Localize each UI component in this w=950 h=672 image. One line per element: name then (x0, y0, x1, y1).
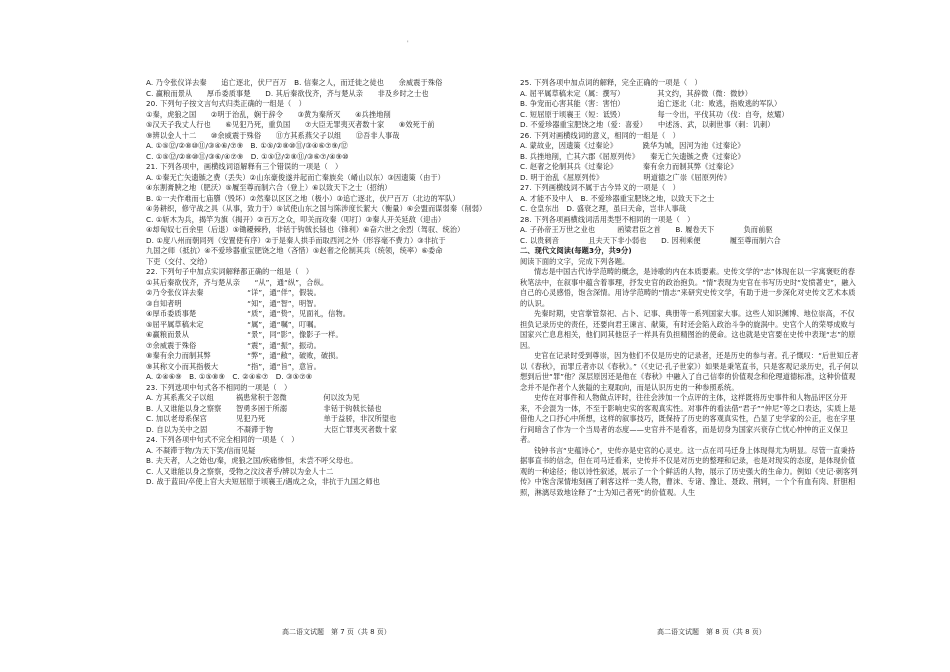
left-line: B. 夫天者，人之始也/秦，虎狼之国/疾痛惨怛，未尝不呼父母也。 (146, 456, 358, 465)
right-line: 钱钟书言“史蕴诗心”，史传亦是史官的心灵史。这一点在司马迁身上体现得尤为明显。尽管一直秉持据事直书的信念，但在司马迁看来，史传并不仅是对历史的整理和记录，也是对现实的态度，是体现价值观的一种途径；他以诗性叙述，展示了一个个鲜活的人物，展示了历史强大的生命力。例如《史记·刺客列传》中饱含深情地刻画了刺客这样一类人物，曹沫、专诸、豫让、聂政、荆轲，一个个有血有肉、肝胆相照，淋漓尽致地诠释了“士为知己者死”的价值观。人生 (520, 445, 858, 497)
left-line: C. 赢粮而景从 厚币委质事楚 D. 其后秦欲伐齐，齐与楚从亲 非及乡时之士也 (146, 88, 429, 98)
left-line: 九国之师（抵抗）④不爱珍器重宝肥饶之地（吝惜）⑤赵奢之伦制其兵（统领，统率）⑥委命 (146, 246, 443, 255)
left-line: ⑤屈平属草稿未定 “属”，通“嘱”，叮嘱。 (146, 319, 321, 329)
right-line: 阅读下面的文字，完成下列各题。 (520, 256, 630, 266)
left-line: A. 乃令张仪详去秦 追亡逐北，伏尸百万 B. 信秦之人，而迁徙之徒也 余威震于殊俗 (146, 78, 443, 87)
right-line: 史传在对事件和人物做点评时，往往会涉加一个点评的主体，这样既将历史事件和人物品评区分开来，不会混为一体，不至于影响史实的客观真实性。对事件的看法借“君子”“仲尼”等之口表达，实质上是借他人之口抒心中所想，这样的叙事技巧，既保持了历史的客观真实性，凸显了史学家的公正，也在字里行间暗含了作为一个当局者的态度——史官并不是看客，而是切身为国家兴衰存亡忧心忡忡的正义保卫者。 (520, 393, 856, 444)
right-line: C. 仓皇东出 D. 盛衰之理，虽曰天命，岂非人事哉 (520, 204, 687, 213)
right-line: 先秦时期，史官掌管祭祀、占卜、记事、典册等一系列国家大事。这些人知识渊博、地位崇高，不仅担负记录历史的责任，还要向君王谏言、献策，有时还会陷入政治斗争的旋涡中。史官个人的荣辱成败与国家兴亡息息相关，他们同其他臣子一样具有负担精图治的使命。这也就是史官要在史传中表现“志”的原因。 (520, 309, 856, 350)
right-line: 26. 下列对画横线词的意义，相同的一组是（ ） (520, 130, 680, 140)
right-line: B. 兵挫地削，亡其六郡《屈原列传》 秦无亡矢遗镞之费《过秦论》 (520, 151, 745, 161)
left-line: A. ①⑤⑫/②⑧⑩⑪/③④⑥/⑦⑨ B. ①⑤/②⑧⑩⑪/③④⑥⑦⑨/⑫ (146, 141, 348, 150)
left-line: ④却匈奴七百余里（后退）⑤锄耰棘矜，非铦于钩戟长铩也（锋利）⑥奋六世之余烈（驾驭、统治） (146, 225, 465, 234)
right-line: B. 争宠而心害其能（害：害怕） 追亡逐北（北：败逃，指败逃的军队） (520, 99, 782, 108)
top-mark: ' (407, 40, 409, 47)
right-line: A. 蒙故业，因遗策《过秦论》 跣华为城，因河为池《过秦论》 (520, 141, 745, 150)
right-line: C. 以贵刺音 且夫天下非小弱也 D. 因利乘便 履至尊而制六合 (520, 235, 781, 245)
right-line: 27. 下列画横线词不属于古今异义的一项是（ ） (520, 183, 680, 192)
left-line: ⑨辨以金人十二 ⑩余威震于殊俗 ⑪方其系燕父子以组 ⑫吾非人事哉 (146, 130, 400, 140)
left-line: ④厚币委质事楚 “质”，通“贽”，见面礼，信物。 (146, 309, 351, 318)
left-line: ④东割膏腴之地（肥沃）⑤履至尊而制六合（登上）⑥以致天下之士（招纳） (146, 183, 392, 192)
left-line: 24. 下列各项中句式不完全相同的一项是（ ） (146, 435, 299, 444)
left-line: C. ①斩木为兵，揭竿为旗（揭开）②百万之众，叩关而攻秦（叩打）③秦人开关延敌（迎击） (146, 214, 446, 224)
right-line: A. 屈平属草稿未定（属：撰写） 其文约，其辞微（微：微妙） (520, 88, 752, 98)
left-page (146, 78, 486, 488)
left-line: C. 加以老母系保宫 见犯乃死 单于益骄，非汉所望也 (146, 414, 397, 423)
right-line: 史官在记录时受到尊崇，因为他们不仅是历史的记录者，还是历史的参与者。孔子慨叹：“后世知丘者以《春秋》，而罪丘者亦以《春秋》。”（《史记·孔子世家》）如果是秉笔直书，只是客观记录历史，孔子何以想到后世“罪”他？深层原因还是他在《春秋》中融入了自己信奉的价值观念和伦理道德标准，这种价值观念并不是作者个人狭隘的主观取向，而是认识历史的一种参照系统。 (520, 351, 859, 392)
left-line: D. 战于蓝田/卒使上官大夫短屈原于顷襄王/遇成之众，非抗于九国之师也 (146, 477, 381, 486)
left-line: 下吏（交付、交给） (146, 256, 212, 266)
left-line: ⑥赢粮而景从 “景”，同“影”，像影子一样。 (146, 330, 343, 339)
right-line: D. 不爱珍器重宝肥饶之地（爱：喜爱） 中述汤、武，以刺世事（刺：讥刺） (520, 120, 775, 129)
right-line: 28. 下列各项画横线词活用类型不相同的一项是（ ） (520, 214, 695, 224)
left-line: ⑤汉天子我丈人行也 ⑥见犯乃死，重负国 ⑦大臣无罪夷灭者数十家 ⑧效死于前 (146, 120, 435, 129)
left-line: A. ①秦无亡矢遗镞之费（丢失）②山东豪俊遂并起而亡秦族矣（崤山以东）③因遗策（由于） (146, 172, 445, 182)
left-line: ⑧秦有余力而制其弊 “弊”，通“敝”，破败，破损。 (146, 351, 343, 360)
left-line: A. ②④⑥⑨ B. ①⑤⑧⑨ C. ②④⑥⑦ D. ③⑤⑦⑧ (146, 372, 313, 381)
left-line: ④务耕织，修守战之具（从事，致力于）⑤试使山东之国与陈涉度长絜大（衡量）⑥会盟而谋弱秦（削弱） (146, 204, 486, 213)
right-line: C. 赵奢之伦制其兵《过秦论》 秦有余力而制其弊《过秦论》 (520, 162, 738, 171)
right-line: 情志是中国古代诗学范畴的概念，是诗歌的内在本质要素。史传文学的“志”体现在以一字寓褒贬的春秋笔法中，在叙事中蕴含着事理，抒发史官的政治抱负。“情”表现为史官在书写历史时“发愤著史”，融入自己的心灵感悟，饱含深情。用诗学范畴的“情志”来研究史传文学，有助于进一步深化对史传文艺术本质的认识。 (520, 267, 856, 308)
footer-page-7: 高二语文试题 第 7 页（共 8 页） (282, 628, 391, 636)
left-line: 23. 下列选项中句式各不相同的一项是（ ） (146, 382, 292, 392)
left-line: D. ①度八州而朝同列（安置使有序）②于是秦人拱手而取西河之外（形容毫不费力）③非抗于 (146, 235, 446, 245)
right-line: 25. 下列各项中加点词的解释，完全正确的一项是（ ） (520, 78, 702, 87)
left-line: 22. 下列句子中加点实词解释都正确的一组是（ ） (146, 267, 314, 276)
left-line: C. ①⑤⑫/②⑧⑩⑪/③⑥/④⑦⑨ D. ①⑤⑫/②⑧⑪/③⑥⑦/④⑨⑩ (146, 151, 349, 161)
right-line: D. 明于治乱《屈原列传》 明道德之广崇《屈原列传》 (520, 172, 731, 182)
left-line: ①其后秦欲伐齐，齐与楚从亲 “从”，通“纵”，合纵。 (146, 277, 329, 287)
left-line: B. ①一夫作难而七庙隳（毁坏）②然秦以区区之地（极小）③追亡逐北，伏尸百万（北边的军队） (146, 193, 460, 203)
left-line: ⑨其称文小而其指极大 “指”，通“旨”，意旨。 (146, 361, 321, 371)
left-line: D. 自以为关中之固 不凝滞于物 大臣亡罪夷灭者数十家 (146, 424, 397, 434)
left-line: C. 人又谁能以身之察察，受物之汶汶者乎/辨以为金人十二 (146, 466, 334, 476)
right-line: A. 才能不及中人 B. 不爱珍器重宝肥饶之地，以致天下之士 (520, 193, 715, 203)
left-line: 20. 下列句子按文言句式归类正确的一组是（ ） (146, 99, 306, 108)
right-line: C. 短屈原于顷襄王（短：诋毁） 每一令出，平伐其功（伐：自夸，炫耀） (520, 109, 789, 119)
left-line: 21. 下列各项中，画横线词语解释有三个错误的一项是（ ） (146, 162, 343, 171)
footer-page-8: 高二语文试题 第 8 页（共 8 页） (657, 628, 766, 636)
right-page (520, 78, 860, 498)
left-line: ①秦，虎狼之国 ②明于治乱，娴于辞令 ③黄为秦所灭 ④兵挫地削 (146, 109, 391, 119)
left-line: ⑦余威震于殊俗 “震”，通“振”，振动。 (146, 340, 321, 350)
left-line: ②乃令张仪详去秦 “详”，通“佯”，假装。 (146, 288, 321, 297)
right-line: 二、现代文阅读(每题3分，共9分) (520, 246, 632, 255)
left-line: ③自知者明 “知”，通“智”，明智。 (146, 298, 321, 308)
left-line: A. 方其系燕父子以组 祸患常积于忽微 何以汝为见 (146, 393, 360, 402)
right-line: A. 子孙帝王万世之业也 函梁君臣之首 B. 履卷天下 负而前驱 (520, 225, 773, 234)
left-line: B. 人又谁能以身之察察 智勇多困于所溺 非铦于钩戟长铩也 (146, 403, 382, 413)
left-line: A. 不凝滞于物/为天下笑/信而见疑 (146, 445, 256, 455)
